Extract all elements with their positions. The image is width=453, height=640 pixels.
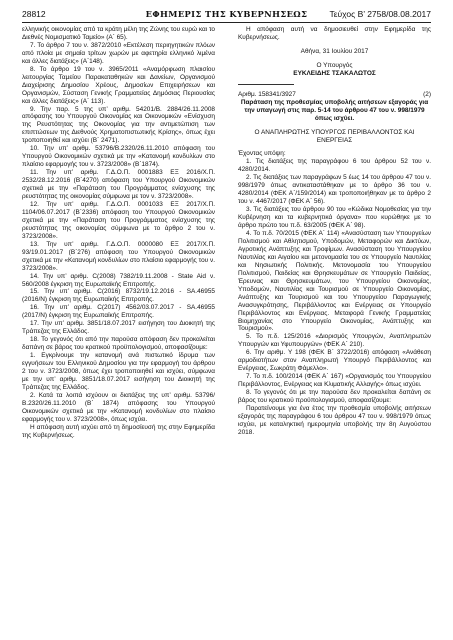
paragraph: 3. Τις διατάξεις του άρθρου 90 του «Κώδικα Νομοθεσίας για την Κυβέρνηση και τα κυβερνητικά όργανα» που κυρώθηκε με το άρθρο πρώτο του π.δ. 63/2005 (ΦΕΚ Α΄ 98). [238, 206, 431, 230]
paragraph: 13. Την υπ’ αριθμ. Γ.Δ.Ο.Π. 0000080 ΕΞ 2017/Χ.Π. 93/19.01.2017 (Β΄276) απόφαση του Υπουργού Οικονομικών σχετικά με την «Κατανομή κονδυλίων στο πλαίσιο εφαρμογής του ν. 3723/2008». [22, 240, 215, 272]
decision-ref: (2) [423, 90, 431, 98]
signer-title: Ο Υπουργός [316, 61, 353, 69]
page-header [22, 8, 431, 20]
paragraph: 2. Τις διατάξεις των παραγράφων 5 έως 14 του άρθρου 47 του ν. 998/1979 όπως αντικαταστάθηκαν με το άρθρο 36 του ν. 4280/2014 (ΦΕΚ Α΄/159/2014) και τροποποιήθηκαν με το άρθρο 2 του ν. 4467/2017 (ΦΕΚ Α΄ 56). [238, 174, 431, 206]
paragraph: Η απόφαση αυτή ισχύει από τη δημοσίευσή της στην Εφημερίδα της Κυβερνήσεως. [22, 423, 215, 439]
paragraph: 7. Το π.δ. 100/2014 (ΦΕΚ Α΄ 167) «Οργανισμός του Υπουργείου Περιβάλλοντος, Ενέργειας και Κλιματικής Αλλαγής» όπως ισχύει. [238, 373, 431, 389]
place-date: Αθήνα, 31 Ιουλίου 2017 [300, 47, 369, 55]
paragraph: 8. Το γεγονός ότι με την παρούσα δεν προκαλείται δαπάνη σε βάρος του κρατικού προϋπολογισμού, αποφασίζουμε: [238, 389, 431, 405]
paragraph: 18. Το γεγονός ότι από την παρούσα απόφαση δεν προκαλείται δαπάνη σε βάρος του κρατικού προϋπολογισμού, αποφασίζουμε: [22, 336, 215, 352]
right-column [238, 26, 431, 437]
paragraph: 4. Το π.δ. 70/2015 (ΦΕΚ Α΄ 114) «Ανασύσταση των Υπουργείων Πολιτισμού και Αθλητισμού, Υποδομών, Μεταφορών και Δικτύων, Αγροτικής Ανάπτυξης και Τροφίμων. Ανασύσταση του Υπουργείου Ναυτιλίας και Αιγαίου και μετονομασία του σε Υπουργείο Ναυτιλίας και Νησιωτικής Πολιτικής. Μετονομασία του Υπουργείου Πολιτισμού, Παιδείας και Θρησκευμάτων σε Υπουργείο Παιδείας, Έρευνας και Θρησκευμάτων, του Υπουργείου Οικονομίας, Υποδομών, Ναυτιλίας και Τουρισμού σε Υπουργείο Οικονομίας, Ανάπτυξης και Τουρισμού και του Υπουργείου Παραγωγικής Ανασυγκρότησης, Περιβάλλοντος και Ενέργειας σε Υπουργείο Περιβάλλοντος και Ενέργειας. Μεταφορά Γενικής Γραμματείας Βιομηχανίας στο Υπουργείο Οικονομίας, Ανάπτυξης και Τουρισμού». [238, 230, 431, 333]
page-number: 28812 [22, 9, 46, 19]
paragraph: 9. Την παρ. 5 της υπ’ αριθμ. 54201/Β. 2884/26.11.2008 απόφασης του Υπουργού Οικονομίας και Οικονομικών «Ενίσχυση της Ρευστότητας της Οικονομίας για την αντιμετώπιση των επιπτώσεων της Διεθνούς Χρηματοπιστωτικής Κρίσης», όπως έχει τροποποιηθεί και ισχύει (Β΄ 2471). [22, 105, 215, 145]
publication-order: Η απόφαση αυτή να δημοσιευθεί στην Εφημερίδα της Κυβερνήσεως. [238, 26, 431, 41]
decision-number-line [238, 91, 431, 99]
authority: Ο ΑΝΑΠΛΗΡΩΤΗΣ ΥΠΟΥΡΓΟΣ ΠΕΡΙΒΑΛΛΟΝΤΟΣ ΚΑΙ ΕΝΕΡΓΕΙΑΣ [254, 128, 415, 144]
paragraph: Παρατείνουμε για ένα έτος την προθεσμία υποβολής αιτήσεων εξαγοράς της παραγράφου 6 του άρθρου 47 του ν. 998/1979 όπως ισχύει, με καταληκτική ημερομηνία υποβολής την 8η Αυγούστου 2018. [238, 404, 431, 436]
paragraph: 14. Την υπ’ αριθμ. C(2008) 7382/19.11.2008 - State Aid ν. 560/2008 έγκριση της Ευρωπαϊκής Επιτροπής. [22, 272, 215, 288]
paragraph: 1. Εγκρίνουμε την κατανομή ανά πιστωτικό ίδρυμα των εγγυήσεων του Ελληνικού Δημοσίου για την εφαρμογή του άρθρου 2 του ν. 3723/2008, όπως έχει τροποποιηθεί και ισχύει, σύμφωνα με την υπ’ αριθμ. 3851/18.07.2017 εισήγηση του Διοικητή της Τράπεζας της Ελλάδος. [22, 352, 215, 391]
signer-name: ΕΥΚΛΕΙΔΗΣ ΤΣΑΚΑΛΩΤΟΣ [293, 69, 376, 77]
paragraph: 16. Την υπ’ αριθμ. C(2017) 4562/03.07.2017 - SA.46955 (2017/N) έγκριση της Ευρωπαϊκής Επιτροπής. [22, 304, 215, 320]
header-divider [22, 22, 431, 23]
decision-number: Αριθμ. 158341/3927 [238, 90, 296, 98]
paragraph: 15. Την υπ’ αριθμ. C(2016) 8732/19.12.2016 - SA.46955 (2016/N) έγκριση της Ευρωπαϊκής Επιτροπής. [22, 288, 215, 304]
decision-title: Παράταση της προθεσμίας υποβολής αιτήσεων εξαγοράς για την υπαγωγή στις παρ. 5-14 του άρθρου 47 του ν. 998/1979 όπως ισχύει. [240, 98, 429, 122]
paragraph: 1. Τις διατάξεις της παραγράφου 6 του άρθρου 52 του ν. 4280/2014. [238, 158, 431, 174]
paragraph: 5. Το π.δ. 125/2016 «Διορισμός Υπουργών, Αναπληρωτών Υπουργών και Υφυπουργών» (ΦΕΚ Α΄ 210). [238, 333, 431, 349]
paragraph: 6. Την αριθμ. Υ 198 (ΦΕΚ Β΄ 3722/2016) απόφαση «Ανάθεση αρμοδιοτήτων στον Αναπληρωτή Υπουργό Περιβάλλοντος και Ενέργειας, Σωκράτη Φάμελλο». [238, 349, 431, 373]
considering-label: Έχοντας υπόψη: [238, 150, 286, 158]
paragraph: 2. Κατά τα λοιπά ισχύουν οι διατάξεις της υπ’ αριθμ. 53796/Β.2320/26.11.2010 (Β΄ 1874) απόφασης του Υπουργού Οικονομικών σχετικά με την «Κατανομή κονδυλίων στο πλαίσιο εφαρμογής του ν. 3723/2008», όπως ισχύει. [22, 391, 215, 423]
paragraph: 17. Την υπ’ αριθμ. 3851/18.07.2017 εισήγηση του Διοικητή της Τράπεζας της Ελλάδος. [22, 320, 215, 336]
paragraph: 11. Την υπ’ αριθμ. Γ.Δ.Ο.Π. 0001883 ΕΞ 2016/Χ.Π. 2532/28.12.2016 (Β΄4270) απόφαση του Υπουργού Οικονομικών σχετικά με την «Παράταση του Προγράμματος ενίσχυσης της ρευστότητας της οικονομίας σύμφωνα με τον ν. 3723/2008». [22, 169, 215, 201]
left-column [22, 26, 215, 440]
paragraph: 8. Το άρθρο 19 του ν. 3965/2011 «Αναμόρφωση πλαισίου λειτουργίας Ταμείου Παρακαταθηκών και Δανείων, Οργανισμού Διαχείρισης Δημοσίου Χρέους, Δημοσίων Επιχειρήσεων και Οργανισμών, Σύσταση Γενικής Γραμματείας Δημόσιας Περιουσίας και άλλες διατάξεις» (Α΄ 113). [22, 65, 215, 105]
paragraph: 12. Την υπ’ αριθμ. Γ.Δ.Ο.Π. 0001033 ΕΞ 2017/Χ.Π. 1104/06.07.2017 (Β΄2336) απόφαση του Υπουργού Οικονομικών σχετικά με την «Παράταση του Προγράμματος ενίσχυσης της ρευστότητας της οικονομίας σύμφωνα με το άρθρο 2 του ν. 3723/2008». [22, 200, 215, 240]
gazette-title: ΕΦΗΜΕΡΙΣ ΤΗΣ ΚΥΒΕΡΝΗΣΕΩΣ [145, 9, 308, 19]
section-divider [238, 84, 294, 85]
paragraph: 7. Το άρθρο 7 του ν. 3872/2010 «Εκτέλεση περιηγητικών πλόων από πλοία με σημαία τρίτων χωρών με αφετηρία ελληνικό λιμένα και άλλες διατάξεις» (Α΄148). [22, 41, 215, 65]
issue-info: Τεύχος Β’ 2758/08.08.2017 [329, 9, 431, 19]
paragraph: 10. Την υπ’ αριθμ. 53796/Β.2320/26.11.2010 απόφαση του Υπουργού Οικονομικών σχετικά με την «Κατανομή κονδυλίων στο πλαίσιο εφαρμογής του ν. 3723/2008» (Β΄1874). [22, 145, 215, 169]
paragraph: ελληνικής οικονομίας από τα κράτη μέλη της Ζώνης του ευρώ και το Διεθνές Νομισματικό Ταμείο» (Α΄ 65). [22, 26, 215, 41]
